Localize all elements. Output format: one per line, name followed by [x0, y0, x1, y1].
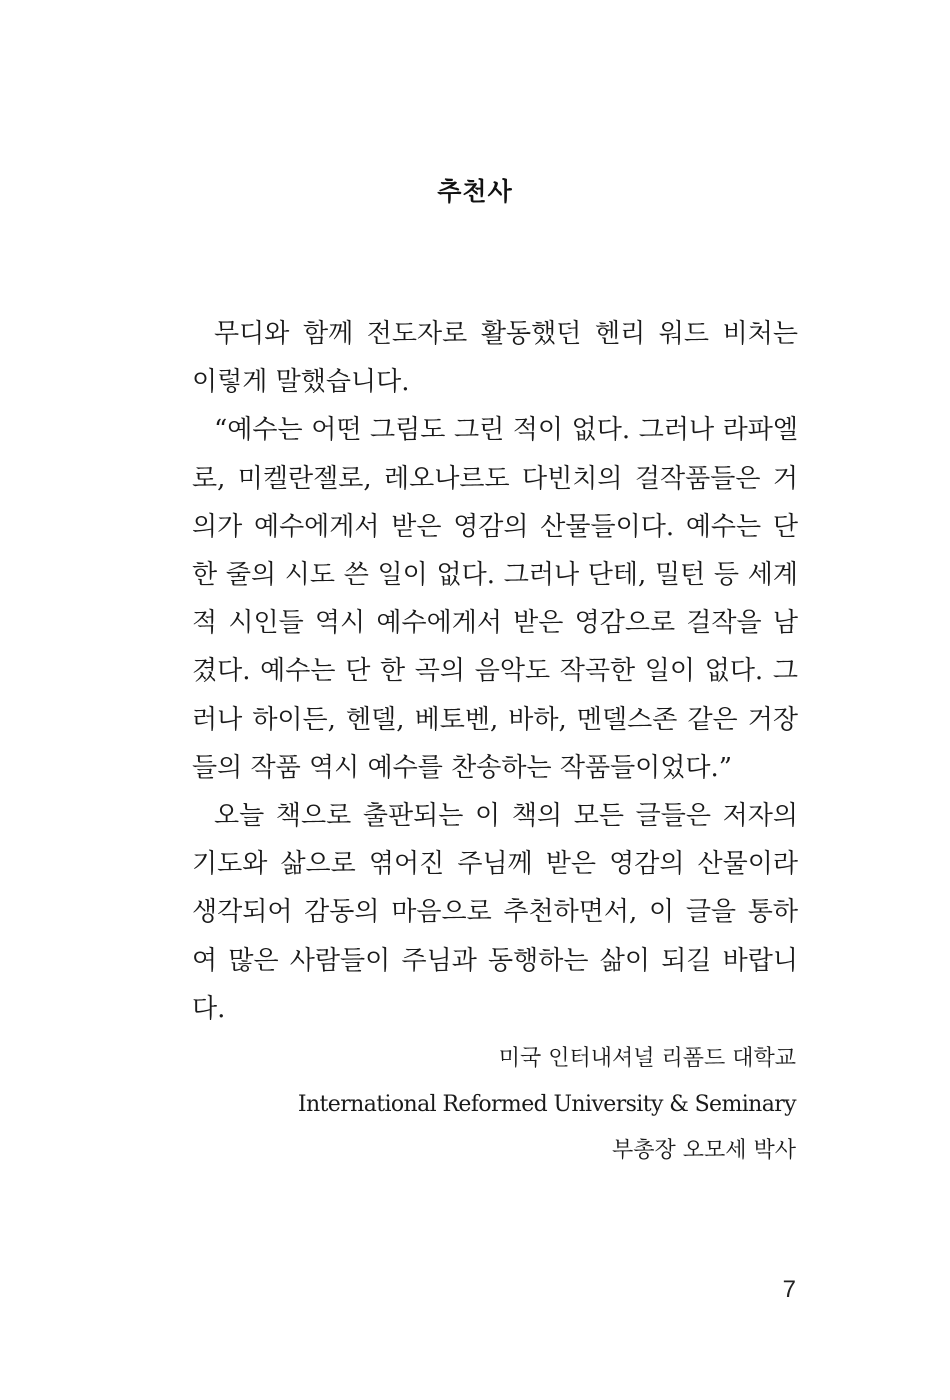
paragraph-closing: 오늘 책으로 출판되는 이 책의 모든 글들은 저자의 기도와 삶으로 엮어진 주님께 받은 영감의 산물이라 생각되어 감동의 마음으로 추천하면서, 이 글을 통하여 많은 사람들이 주님과 동행하는 삶이 되길 바랍니다.	[192, 801, 798, 1024]
author-name: 부총장 오모세 박사	[611, 1138, 796, 1163]
institution-english: International Reformed University & Seminary	[297, 1092, 796, 1117]
recommendation-body	[192, 310, 798, 1033]
page-title: 추천사	[437, 177, 513, 206]
signature-block	[298, 1036, 796, 1174]
institution-korean: 미국 인터내셔널 리폼드 대학교	[498, 1046, 796, 1071]
paragraph-intro: 무디와 함께 전도자로 활동했던 헨리 워드 비처는 이렇게 말했습니다.	[192, 319, 798, 398]
paragraph-quote: “예수는 어떤 그림도 그린 적이 없다. 그러나 라파엘로, 미켈란젤로, 레오나르도 다빈치의 걸작품들은 거의가 예수에게서 받은 영감의 산물들이다. 예수는 단 한 줄의 시도 쓴 일이 없다. 그러나 단테, 밀턴 등 세계적 시인들 역시 예수에게서 받은 영감으로 걸작을 남겼다. 예수는 단 한 곡의 음악도 작곡한 일이 없다. 그러나 하이든, 헨델, 베토벤, 바하, 멘델스존 같은 거장들의 작품 역시 예수를 찬송하는 작품들이었다.”	[192, 415, 798, 783]
page-number: 7	[782, 1276, 796, 1303]
